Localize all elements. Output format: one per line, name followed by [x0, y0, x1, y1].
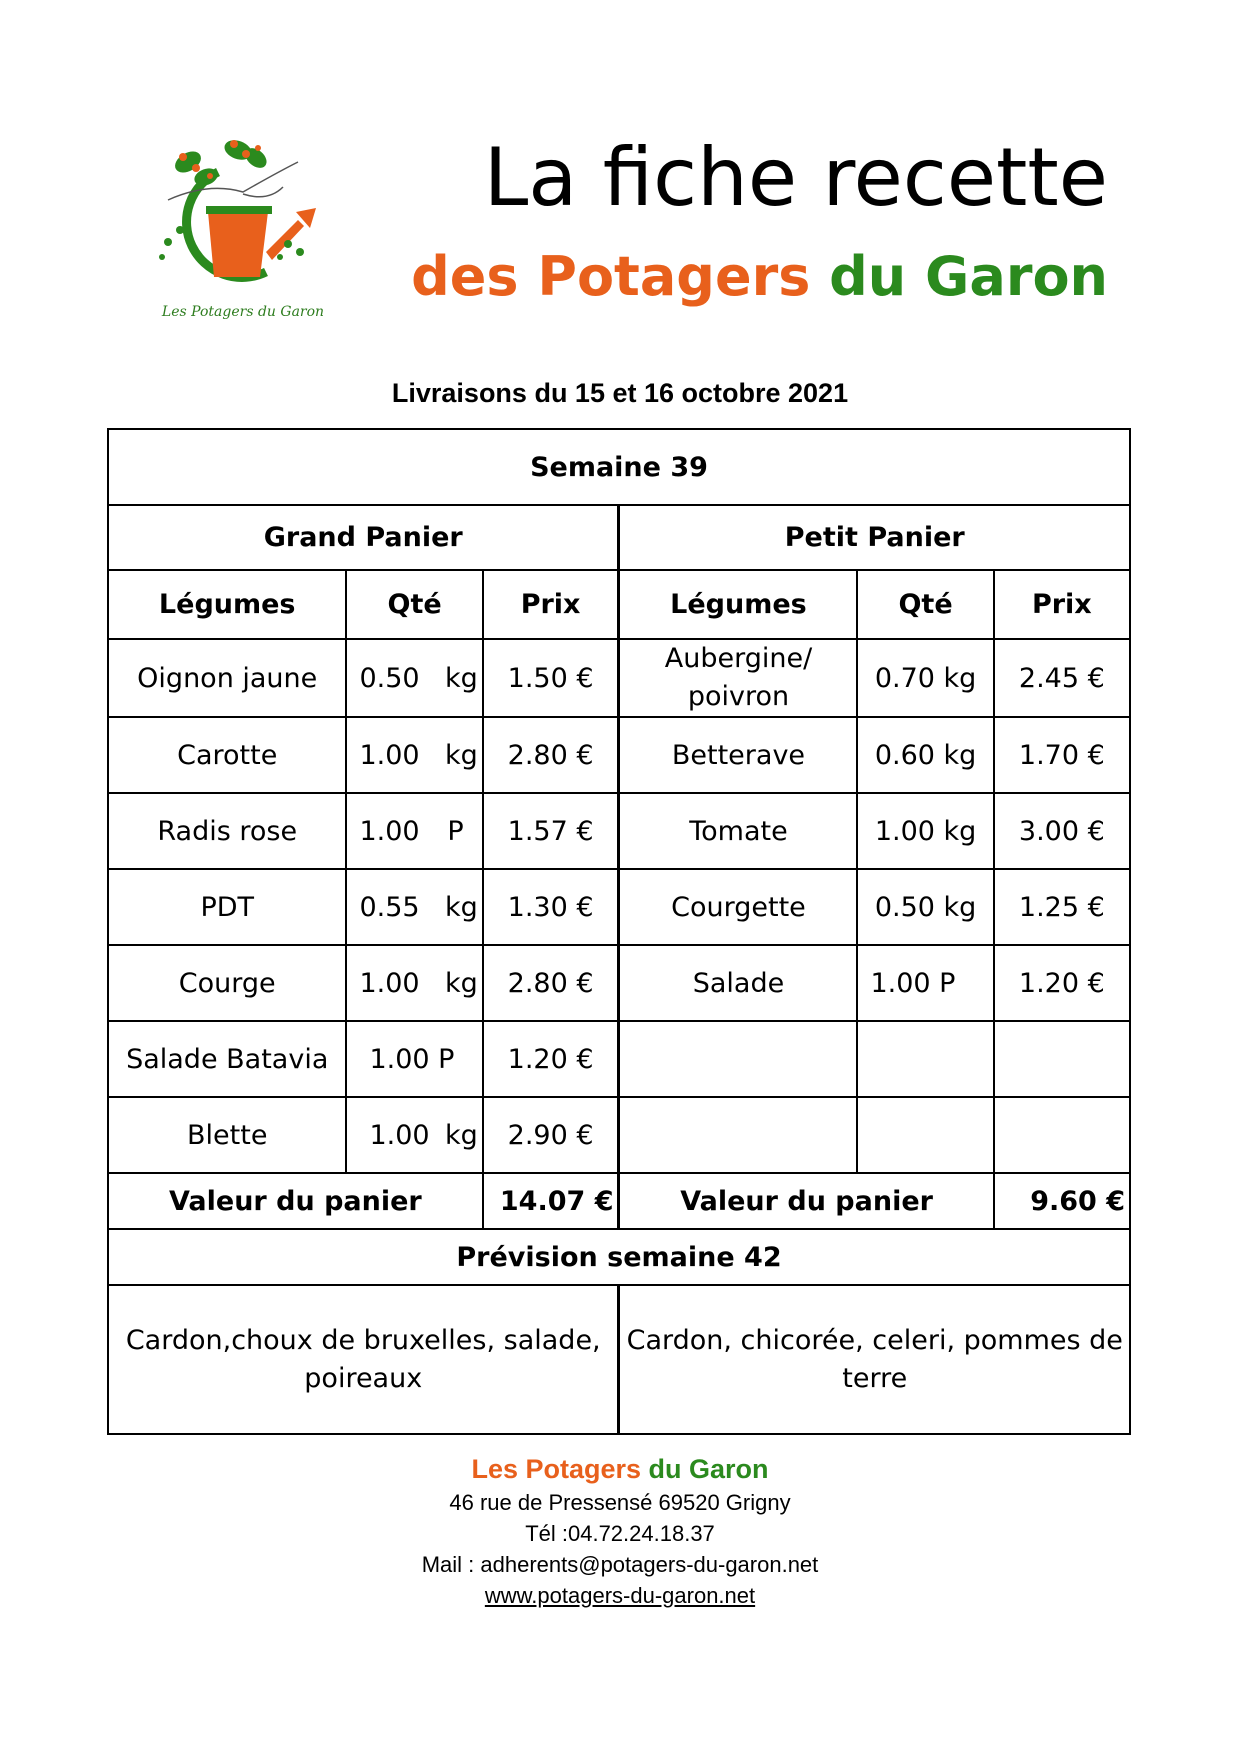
- petit-total-label: Valeur du panier: [619, 1173, 994, 1229]
- footer-phone: Tél :04.72.24.18.37: [525, 1521, 715, 1546]
- forecast-grand: Cardon,choux de bruxelles, salade, poireaux: [108, 1285, 619, 1434]
- petit-price: 1.20 €: [994, 945, 1130, 1021]
- watering-can-logo-icon: [148, 132, 338, 302]
- grand-qty: 0.50 kg: [346, 639, 482, 717]
- grand-qty: 0.55 kg: [346, 869, 482, 945]
- footer-name-orange: Les Potagers: [471, 1454, 642, 1484]
- grand-item: Salade Batavia: [108, 1021, 346, 1097]
- table-row: [108, 639, 1130, 717]
- petit-qty: 0.60 kg: [857, 717, 993, 793]
- petit-item: [619, 1021, 857, 1097]
- footer-website-link[interactable]: www.potagers-du-garon.net: [484, 1583, 756, 1608]
- petit-item: Courgette: [619, 869, 857, 945]
- subtitle-green: du Garon: [829, 245, 1108, 308]
- footer-address: 46 rue de Pressensé 69520 Grigny: [449, 1490, 791, 1515]
- grand-item: PDT: [108, 869, 346, 945]
- footer-mail: Mail : adherents@potagers-du-garon.net: [421, 1552, 819, 1577]
- petit-item: Tomate: [619, 793, 857, 869]
- grand-item: Radis rose: [108, 793, 346, 869]
- grand-price: 1.50 €: [483, 639, 619, 717]
- grand-item: Courge: [108, 945, 346, 1021]
- grand-total-label: Valeur du panier: [108, 1173, 483, 1229]
- petit-total-value: 9.60 €: [994, 1173, 1130, 1229]
- col-header-legumes: Légumes: [108, 570, 346, 639]
- footer-org-name: [0, 1451, 1240, 1487]
- petit-price: 1.25 €: [994, 869, 1130, 945]
- petit-qty: [857, 1097, 993, 1173]
- petit-item: Aubergine/ poivron: [619, 639, 857, 717]
- petit-price: [994, 1021, 1130, 1097]
- delivery-dates: Livraisons du 15 et 16 octobre 2021: [391, 378, 849, 408]
- table-row: [108, 945, 1130, 1021]
- grand-price: 2.80 €: [483, 717, 619, 793]
- grand-panier-title: Grand Panier: [108, 505, 619, 570]
- petit-panier-title: Petit Panier: [619, 505, 1130, 570]
- petit-item: Salade: [619, 945, 857, 1021]
- grand-item: Oignon jaune: [108, 639, 346, 717]
- grand-qty: 1.00 kg: [346, 945, 482, 1021]
- petit-price: 2.45 €: [994, 639, 1130, 717]
- grand-price: 2.80 €: [483, 945, 619, 1021]
- grand-item: Carotte: [108, 717, 346, 793]
- col-header-legumes: Légumes: [619, 570, 857, 639]
- forecast-header: Prévision semaine 42: [108, 1229, 1130, 1285]
- col-header-prix: Prix: [994, 570, 1130, 639]
- table-row: [108, 1097, 1130, 1173]
- petit-qty: 1.00 P: [857, 945, 993, 1021]
- petit-price: 1.70 €: [994, 717, 1130, 793]
- grand-total-value: 14.07 €: [483, 1173, 619, 1229]
- week-header: Semaine 39: [108, 429, 1130, 505]
- petit-item: [619, 1097, 857, 1173]
- grand-qty: 1.00 P: [346, 1021, 482, 1097]
- petit-item: Betterave: [619, 717, 857, 793]
- grand-price: 1.57 €: [483, 793, 619, 869]
- page-subtitle: [411, 245, 1108, 308]
- table-row: [108, 717, 1130, 793]
- petit-qty: [857, 1021, 993, 1097]
- grand-qty: 1.00 kg: [346, 717, 482, 793]
- grand-price: 2.90 €: [483, 1097, 619, 1173]
- petit-qty: 0.50 kg: [857, 869, 993, 945]
- petit-qty: 1.00 kg: [857, 793, 993, 869]
- basket-table: [107, 428, 1131, 1435]
- subtitle-orange: des Potagers: [411, 245, 811, 308]
- footer-name-green: du Garon: [648, 1454, 769, 1484]
- logo: [148, 132, 338, 332]
- table-row: [108, 869, 1130, 945]
- logo-caption: Les Potagers du Garon: [161, 304, 325, 320]
- grand-price: 1.20 €: [483, 1021, 619, 1097]
- petit-price: [994, 1097, 1130, 1173]
- page-title: La fiche recette: [483, 131, 1108, 224]
- table-row: [108, 793, 1130, 869]
- footer: [0, 1451, 1240, 1611]
- petit-qty: 0.70 kg: [857, 639, 993, 717]
- grand-qty: 1.00 kg: [346, 1097, 482, 1173]
- col-header-qte: Qté: [346, 570, 482, 639]
- petit-price: 3.00 €: [994, 793, 1130, 869]
- forecast-petit: Cardon, chicorée, celeri, pommes de terre: [619, 1285, 1130, 1434]
- grand-item: Blette: [108, 1097, 346, 1173]
- col-header-qte: Qté: [857, 570, 993, 639]
- grand-qty: 1.00 P: [346, 793, 482, 869]
- table-row: [108, 1021, 1130, 1097]
- grand-price: 1.30 €: [483, 869, 619, 945]
- col-header-prix: Prix: [483, 570, 619, 639]
